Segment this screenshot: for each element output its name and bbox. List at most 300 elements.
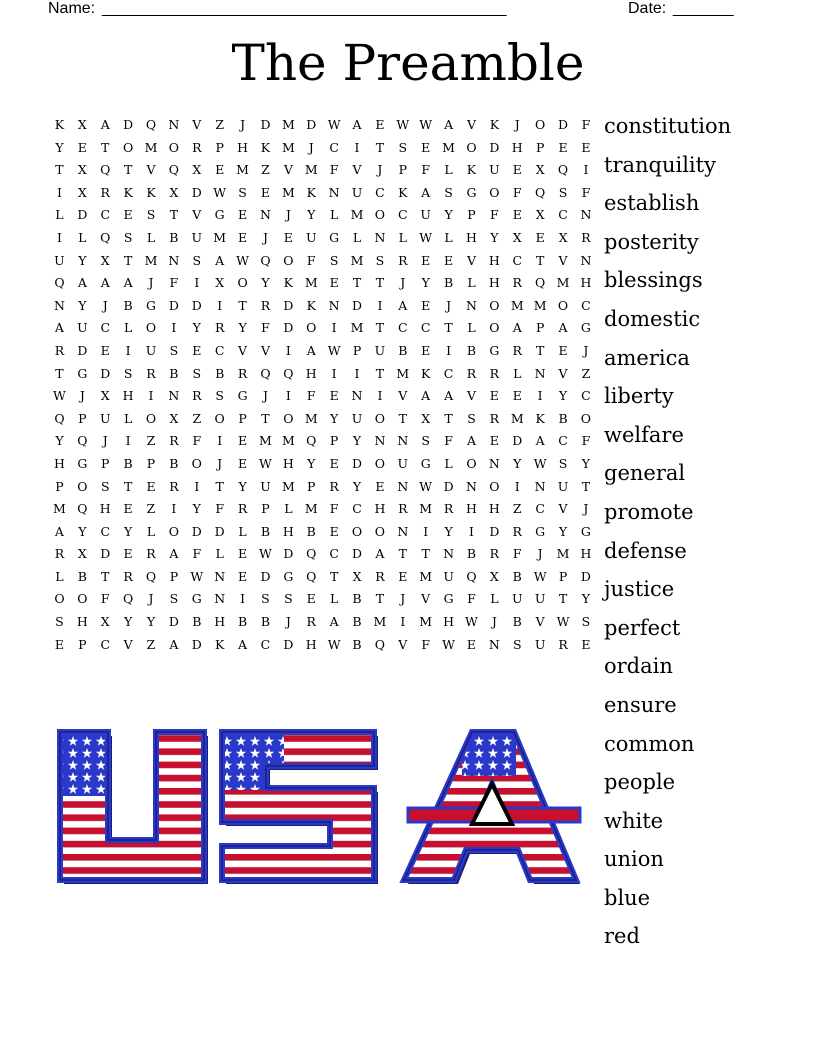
grid-letter[interactable]: R bbox=[443, 501, 454, 517]
grid-letter[interactable]: R bbox=[146, 365, 156, 381]
grid-letter[interactable]: E bbox=[77, 139, 87, 155]
grid-letter[interactable]: Y bbox=[78, 297, 87, 313]
grid-letter[interactable]: I bbox=[125, 342, 131, 358]
grid-letter[interactable]: J bbox=[308, 139, 314, 155]
grid-letter[interactable]: D bbox=[352, 297, 363, 313]
grid-letter[interactable]: L bbox=[123, 320, 133, 336]
grid-letter[interactable]: E bbox=[329, 275, 339, 291]
grid-letter[interactable]: U bbox=[374, 342, 386, 358]
grid-letter[interactable]: Q bbox=[100, 229, 111, 245]
grid-letter[interactable]: V bbox=[192, 207, 202, 223]
grid-letter[interactable]: F bbox=[581, 433, 591, 449]
grid-letter[interactable]: G bbox=[237, 388, 248, 404]
grid-letter[interactable]: T bbox=[444, 320, 453, 336]
grid-letter[interactable]: J bbox=[583, 342, 589, 358]
grid-letter[interactable]: D bbox=[168, 297, 179, 313]
grid-letter[interactable]: O bbox=[374, 523, 386, 539]
grid-letter[interactable]: W bbox=[556, 614, 570, 630]
grid-letter[interactable]: S bbox=[329, 252, 339, 268]
grid-letter[interactable]: Q bbox=[168, 162, 180, 178]
grid-letter[interactable]: W bbox=[419, 229, 433, 245]
grid-letter[interactable]: Q bbox=[260, 252, 271, 268]
grid-letter[interactable]: L bbox=[513, 365, 522, 381]
grid-letter[interactable]: B bbox=[352, 614, 362, 630]
grid-letter[interactable]: F bbox=[512, 546, 522, 562]
grid-letter[interactable]: E bbox=[238, 568, 248, 584]
grid-letter[interactable]: E bbox=[421, 297, 431, 313]
grid-letter[interactable]: I bbox=[171, 320, 177, 336]
grid-letter[interactable]: I bbox=[354, 365, 360, 381]
grid-letter[interactable]: T bbox=[421, 546, 430, 562]
grid-letter[interactable]: D bbox=[352, 546, 363, 562]
grid-letter[interactable]: Y bbox=[192, 501, 201, 517]
grid-letter[interactable]: K bbox=[306, 184, 316, 200]
grid-letter[interactable]: B bbox=[169, 455, 179, 471]
grid-letter[interactable]: K bbox=[535, 410, 545, 426]
grid-letter[interactable]: G bbox=[489, 342, 500, 358]
grid-letter[interactable]: M bbox=[350, 207, 364, 223]
grid-letter[interactable]: L bbox=[146, 523, 156, 539]
grid-letter[interactable]: P bbox=[352, 342, 362, 358]
grid-letter[interactable]: Y bbox=[123, 523, 133, 539]
grid-letter[interactable]: Y bbox=[490, 229, 499, 245]
grid-letter[interactable]: B bbox=[77, 568, 87, 584]
grid-letter[interactable]: B bbox=[352, 591, 362, 607]
grid-letter[interactable]: W bbox=[327, 117, 341, 132]
grid-letter[interactable]: O bbox=[77, 478, 88, 494]
grid-letter[interactable]: S bbox=[238, 184, 247, 200]
grid-letter[interactable]: S bbox=[192, 252, 202, 268]
grid-letter[interactable]: U bbox=[351, 184, 363, 200]
grid-letter[interactable]: Z bbox=[146, 501, 156, 517]
grid-letter[interactable]: O bbox=[374, 455, 386, 471]
grid-letter[interactable]: U bbox=[397, 455, 409, 471]
grid-letter[interactable]: N bbox=[397, 433, 409, 449]
grid-letter[interactable]: O bbox=[374, 207, 386, 223]
grid-letter[interactable]: M bbox=[213, 229, 227, 245]
grid-letter[interactable]: D bbox=[191, 297, 202, 313]
grid-letter[interactable]: Q bbox=[122, 591, 134, 607]
grid-letter[interactable]: W bbox=[236, 252, 249, 268]
grid-letter[interactable]: S bbox=[100, 478, 110, 494]
grid-letter[interactable]: J bbox=[240, 117, 246, 132]
grid-letter[interactable]: D bbox=[580, 568, 591, 584]
grid-letter[interactable]: L bbox=[215, 546, 224, 562]
grid-letter[interactable]: P bbox=[535, 139, 545, 155]
grid-letter[interactable]: A bbox=[169, 546, 179, 562]
grid-letter[interactable]: F bbox=[421, 636, 431, 652]
grid-letter[interactable]: T bbox=[329, 568, 339, 584]
grid-letter[interactable]: R bbox=[489, 410, 500, 426]
grid-letter[interactable]: R bbox=[512, 275, 522, 291]
grid-letter[interactable]: J bbox=[514, 117, 520, 132]
grid-letter[interactable]: G bbox=[146, 297, 156, 313]
grid-letter[interactable]: E bbox=[489, 433, 499, 449]
grid-letter[interactable]: A bbox=[77, 275, 87, 291]
grid-letter[interactable]: S bbox=[55, 614, 64, 630]
grid-letter[interactable]: L bbox=[55, 207, 64, 223]
grid-letter[interactable]: H bbox=[466, 501, 477, 517]
grid-letter[interactable]: E bbox=[421, 342, 431, 358]
grid-letter[interactable]: Y bbox=[352, 478, 362, 494]
grid-letter[interactable]: N bbox=[168, 388, 180, 404]
grid-letter[interactable]: N bbox=[53, 297, 65, 313]
grid-letter[interactable]: A bbox=[54, 320, 64, 336]
grid-letter[interactable]: S bbox=[467, 410, 476, 426]
grid-letter[interactable]: Q bbox=[54, 410, 65, 426]
grid-letter[interactable]: Q bbox=[100, 162, 111, 178]
grid-letter[interactable]: G bbox=[283, 568, 294, 584]
grid-letter[interactable]: I bbox=[514, 478, 520, 494]
grid-letter[interactable]: E bbox=[146, 478, 156, 494]
grid-letter[interactable]: E bbox=[329, 455, 339, 471]
grid-letter[interactable]: X bbox=[215, 275, 225, 291]
grid-letter[interactable]: F bbox=[490, 207, 499, 223]
grid-letter[interactable]: A bbox=[375, 546, 385, 562]
grid-letter[interactable]: N bbox=[580, 207, 592, 223]
grid-letter[interactable]: O bbox=[535, 117, 546, 132]
grid-letter[interactable]: L bbox=[78, 229, 87, 245]
grid-letter[interactable]: M bbox=[236, 162, 249, 178]
grid-letter[interactable]: V bbox=[192, 117, 202, 132]
grid-letter[interactable]: O bbox=[145, 410, 157, 426]
grid-letter[interactable]: J bbox=[285, 614, 291, 630]
grid-letter[interactable]: Q bbox=[374, 636, 386, 652]
grid-letter[interactable]: D bbox=[283, 320, 294, 336]
grid-letter[interactable]: B bbox=[169, 229, 179, 245]
grid-letter[interactable]: C bbox=[260, 636, 271, 652]
grid-letter[interactable]: D bbox=[512, 433, 523, 449]
grid-letter[interactable]: M bbox=[304, 275, 318, 291]
grid-letter[interactable]: H bbox=[237, 139, 249, 155]
grid-letter[interactable]: Z bbox=[581, 365, 591, 381]
grid-letter[interactable]: F bbox=[192, 433, 202, 449]
grid-letter[interactable]: R bbox=[466, 365, 477, 381]
grid-letter[interactable]: Q bbox=[306, 546, 317, 562]
grid-letter[interactable]: G bbox=[420, 455, 431, 471]
grid-letter[interactable]: Y bbox=[78, 252, 87, 268]
grid-letter[interactable]: O bbox=[237, 275, 248, 291]
grid-letter[interactable]: Z bbox=[146, 636, 156, 652]
grid-letter[interactable]: D bbox=[283, 636, 294, 652]
grid-letter[interactable]: M bbox=[281, 117, 295, 132]
grid-letter[interactable]: D bbox=[123, 117, 134, 132]
grid-letter[interactable]: O bbox=[283, 252, 294, 268]
grid-letter[interactable]: N bbox=[488, 636, 500, 652]
grid-letter[interactable]: S bbox=[581, 614, 591, 630]
grid-letter[interactable]: R bbox=[123, 568, 133, 584]
grid-letter[interactable]: L bbox=[55, 568, 64, 584]
grid-letter[interactable]: T bbox=[375, 591, 385, 607]
grid-letter[interactable]: K bbox=[260, 139, 271, 155]
grid-letter[interactable]: X bbox=[352, 568, 362, 584]
grid-letter[interactable]: T bbox=[535, 252, 545, 268]
grid-letter[interactable]: E bbox=[260, 184, 271, 200]
grid-letter[interactable]: O bbox=[122, 139, 134, 155]
grid-letter[interactable]: Y bbox=[146, 614, 156, 630]
grid-letter[interactable]: R bbox=[169, 433, 179, 449]
grid-letter[interactable]: J bbox=[491, 614, 497, 630]
grid-letter[interactable]: M bbox=[510, 410, 524, 426]
grid-letter[interactable]: O bbox=[489, 320, 500, 336]
grid-letter[interactable]: N bbox=[466, 478, 477, 494]
grid-letter[interactable]: A bbox=[54, 523, 64, 539]
grid-letter[interactable]: O bbox=[54, 591, 65, 607]
grid-letter[interactable]: D bbox=[306, 117, 317, 132]
grid-letter[interactable]: E bbox=[192, 342, 202, 358]
grid-letter[interactable]: F bbox=[444, 433, 453, 449]
grid-letter[interactable]: R bbox=[169, 478, 179, 494]
grid-letter[interactable]: P bbox=[329, 433, 339, 449]
grid-letter[interactable]: X bbox=[421, 410, 431, 426]
grid-letter[interactable]: G bbox=[77, 455, 88, 471]
grid-letter[interactable]: U bbox=[145, 342, 157, 358]
grid-letter[interactable]: A bbox=[306, 342, 316, 358]
grid-letter[interactable]: K bbox=[489, 117, 500, 132]
grid-letter[interactable]: Q bbox=[466, 568, 477, 584]
grid-letter[interactable]: B bbox=[512, 568, 522, 584]
grid-letter[interactable]: O bbox=[77, 591, 88, 607]
grid-letter[interactable]: Z bbox=[512, 501, 522, 517]
grid-letter[interactable]: A bbox=[444, 117, 454, 132]
grid-letter[interactable]: N bbox=[328, 184, 340, 200]
grid-letter[interactable]: V bbox=[123, 636, 133, 652]
grid-letter[interactable]: V bbox=[238, 342, 248, 358]
grid-letter[interactable]: T bbox=[398, 546, 407, 562]
grid-letter[interactable]: U bbox=[534, 591, 546, 607]
grid-letter[interactable]: S bbox=[123, 365, 133, 381]
grid-letter[interactable]: Y bbox=[238, 320, 247, 336]
grid-letter[interactable]: W bbox=[465, 614, 478, 630]
grid-letter[interactable]: F bbox=[306, 388, 316, 404]
grid-letter[interactable]: E bbox=[512, 162, 522, 178]
grid-letter[interactable]: C bbox=[398, 320, 408, 336]
grid-letter[interactable]: J bbox=[377, 162, 383, 178]
grid-letter[interactable]: F bbox=[581, 184, 591, 200]
grid-letter[interactable]: O bbox=[466, 455, 477, 471]
grid-letter[interactable]: E bbox=[238, 433, 248, 449]
grid-letter[interactable]: G bbox=[191, 591, 202, 607]
grid-letter[interactable]: H bbox=[99, 501, 111, 517]
grid-letter[interactable]: J bbox=[262, 388, 268, 404]
grid-letter[interactable]: L bbox=[467, 320, 476, 336]
grid-letter[interactable]: A bbox=[398, 297, 408, 313]
grid-letter[interactable]: R bbox=[558, 636, 568, 652]
grid-letter[interactable]: I bbox=[423, 523, 429, 539]
grid-letter[interactable]: N bbox=[488, 455, 500, 471]
grid-letter[interactable]: M bbox=[510, 297, 524, 313]
grid-letter[interactable]: H bbox=[374, 501, 386, 517]
grid-letter[interactable]: K bbox=[146, 184, 156, 200]
grid-letter[interactable]: Y bbox=[444, 207, 453, 223]
grid-letter[interactable]: A bbox=[444, 388, 454, 404]
grid-letter[interactable]: O bbox=[557, 297, 569, 313]
grid-letter[interactable]: J bbox=[217, 455, 223, 471]
grid-letter[interactable]: S bbox=[421, 433, 430, 449]
grid-letter[interactable]: W bbox=[190, 568, 204, 584]
grid-letter[interactable]: O bbox=[168, 523, 180, 539]
grid-letter[interactable]: U bbox=[351, 410, 363, 426]
grid-letter[interactable]: K bbox=[215, 636, 225, 652]
grid-letter[interactable]: Z bbox=[146, 433, 156, 449]
grid-letter[interactable]: X bbox=[100, 388, 110, 404]
grid-letter[interactable]: X bbox=[535, 162, 545, 178]
grid-letter[interactable]: N bbox=[466, 297, 477, 313]
grid-letter[interactable]: P bbox=[261, 501, 270, 517]
grid-letter[interactable]: E bbox=[421, 139, 431, 155]
grid-letter[interactable]: Y bbox=[123, 614, 133, 630]
grid-letter[interactable]: B bbox=[443, 275, 454, 291]
grid-letter[interactable]: V bbox=[146, 162, 156, 178]
grid-letter[interactable]: N bbox=[397, 523, 409, 539]
grid-letter[interactable]: S bbox=[558, 184, 568, 200]
grid-letter[interactable]: J bbox=[148, 591, 154, 607]
grid-letter[interactable]: U bbox=[557, 478, 569, 494]
grid-letter[interactable]: E bbox=[375, 117, 385, 132]
grid-letter[interactable]: C bbox=[443, 365, 454, 381]
grid-letter[interactable]: P bbox=[55, 478, 64, 494]
grid-letter[interactable]: T bbox=[123, 478, 133, 494]
grid-letter[interactable]: Q bbox=[306, 568, 317, 584]
grid-letter[interactable]: E bbox=[54, 636, 64, 652]
grid-letter[interactable]: E bbox=[512, 388, 522, 404]
grid-letter[interactable]: R bbox=[398, 252, 408, 268]
grid-letter[interactable]: S bbox=[146, 207, 156, 223]
grid-letter[interactable]: I bbox=[125, 433, 131, 449]
grid-letter[interactable]: C bbox=[375, 184, 385, 200]
grid-letter[interactable]: I bbox=[331, 320, 337, 336]
grid-letter[interactable]: R bbox=[260, 297, 271, 313]
grid-letter[interactable]: Y bbox=[513, 455, 522, 471]
grid-letter[interactable]: E bbox=[398, 568, 408, 584]
grid-letter[interactable]: M bbox=[556, 546, 570, 562]
grid-letter[interactable]: T bbox=[375, 365, 385, 381]
grid-letter[interactable]: R bbox=[214, 320, 225, 336]
grid-letter[interactable]: B bbox=[237, 614, 248, 630]
grid-letter[interactable]: K bbox=[54, 117, 65, 132]
grid-letter[interactable]: E bbox=[238, 207, 248, 223]
grid-letter[interactable]: N bbox=[580, 252, 592, 268]
grid-letter[interactable]: E bbox=[238, 229, 248, 245]
grid-letter[interactable]: B bbox=[260, 523, 271, 539]
grid-letter[interactable]: E bbox=[581, 636, 591, 652]
grid-letter[interactable]: E bbox=[421, 252, 431, 268]
grid-letter[interactable]: A bbox=[558, 320, 568, 336]
grid-letter[interactable]: K bbox=[466, 162, 477, 178]
grid-letter[interactable]: W bbox=[396, 117, 410, 132]
grid-letter[interactable]: W bbox=[442, 636, 456, 652]
grid-letter[interactable]: H bbox=[305, 636, 317, 652]
grid-letter[interactable]: R bbox=[100, 184, 110, 200]
grid-letter[interactable]: Y bbox=[558, 523, 568, 539]
grid-letter[interactable]: X bbox=[77, 117, 87, 132]
grid-letter[interactable]: O bbox=[466, 139, 477, 155]
grid-letter[interactable]: E bbox=[283, 229, 293, 245]
grid-letter[interactable]: Q bbox=[306, 433, 317, 449]
grid-letter[interactable]: Q bbox=[145, 568, 157, 584]
grid-letter[interactable]: N bbox=[534, 478, 546, 494]
grid-letter[interactable]: E bbox=[123, 501, 133, 517]
grid-letter[interactable]: Z bbox=[192, 410, 202, 426]
grid-letter[interactable]: D bbox=[100, 365, 111, 381]
grid-letter[interactable]: T bbox=[352, 275, 362, 291]
grid-letter[interactable]: D bbox=[214, 523, 225, 539]
grid-letter[interactable]: R bbox=[581, 229, 591, 245]
grid-letter[interactable]: T bbox=[398, 410, 407, 426]
grid-letter[interactable]: L bbox=[444, 229, 453, 245]
grid-letter[interactable]: X bbox=[77, 546, 87, 562]
grid-letter[interactable]: M bbox=[281, 478, 295, 494]
grid-letter[interactable]: J bbox=[446, 297, 452, 313]
grid-letter[interactable]: I bbox=[377, 388, 383, 404]
grid-letter[interactable]: U bbox=[305, 229, 317, 245]
grid-letter[interactable]: S bbox=[192, 365, 202, 381]
grid-letter[interactable]: N bbox=[259, 207, 271, 223]
grid-letter[interactable]: W bbox=[213, 184, 227, 200]
grid-letter[interactable]: T bbox=[375, 139, 385, 155]
grid-letter[interactable]: I bbox=[240, 591, 246, 607]
grid-letter[interactable]: B bbox=[123, 297, 133, 313]
grid-letter[interactable]: K bbox=[398, 184, 408, 200]
grid-letter[interactable]: E bbox=[238, 546, 248, 562]
grid-letter[interactable]: M bbox=[396, 365, 410, 381]
grid-letter[interactable]: F bbox=[306, 252, 316, 268]
grid-letter[interactable]: I bbox=[285, 342, 291, 358]
grid-letter[interactable]: E bbox=[375, 478, 385, 494]
grid-letter[interactable]: A bbox=[169, 636, 179, 652]
grid-letter[interactable]: N bbox=[214, 591, 226, 607]
grid-letter[interactable]: S bbox=[398, 139, 408, 155]
grid-letter[interactable]: Y bbox=[421, 275, 430, 291]
grid-letter[interactable]: T bbox=[581, 478, 591, 494]
grid-letter[interactable]: A bbox=[100, 275, 110, 291]
grid-letter[interactable]: F bbox=[192, 546, 202, 562]
grid-letter[interactable]: D bbox=[77, 207, 88, 223]
grid-letter[interactable]: O bbox=[374, 410, 386, 426]
grid-letter[interactable]: R bbox=[398, 501, 408, 517]
grid-letter[interactable]: Q bbox=[535, 184, 546, 200]
grid-letter[interactable]: C bbox=[352, 501, 362, 517]
grid-letter[interactable]: O bbox=[580, 410, 592, 426]
grid-letter[interactable]: C bbox=[100, 207, 111, 223]
grid-letter[interactable]: E bbox=[466, 636, 477, 652]
grid-letter[interactable]: P bbox=[467, 207, 476, 223]
grid-letter[interactable]: C bbox=[512, 252, 523, 268]
grid-letter[interactable]: E bbox=[489, 388, 499, 404]
grid-letter[interactable]: S bbox=[375, 252, 385, 268]
grid-letter[interactable]: M bbox=[304, 410, 318, 426]
grid-letter[interactable]: H bbox=[122, 388, 134, 404]
grid-letter[interactable]: W bbox=[533, 455, 547, 471]
grid-letter[interactable]: T bbox=[375, 275, 385, 291]
grid-letter[interactable]: Y bbox=[307, 207, 316, 223]
grid-letter[interactable]: M bbox=[144, 252, 158, 268]
grid-letter[interactable]: L bbox=[284, 501, 293, 517]
grid-letter[interactable]: J bbox=[400, 591, 406, 607]
grid-letter[interactable]: L bbox=[352, 229, 362, 245]
grid-letter[interactable]: D bbox=[489, 139, 500, 155]
grid-letter[interactable]: R bbox=[237, 501, 248, 517]
grid-letter[interactable]: U bbox=[534, 636, 546, 652]
grid-letter[interactable]: V bbox=[352, 162, 362, 178]
grid-letter[interactable]: C bbox=[581, 297, 591, 313]
grid-letter[interactable]: G bbox=[329, 229, 340, 245]
grid-letter[interactable]: O bbox=[214, 410, 225, 426]
grid-letter[interactable]: E bbox=[444, 252, 454, 268]
grid-letter[interactable]: J bbox=[79, 388, 85, 404]
grid-letter[interactable]: E bbox=[306, 591, 316, 607]
grid-letter[interactable]: S bbox=[169, 342, 179, 358]
